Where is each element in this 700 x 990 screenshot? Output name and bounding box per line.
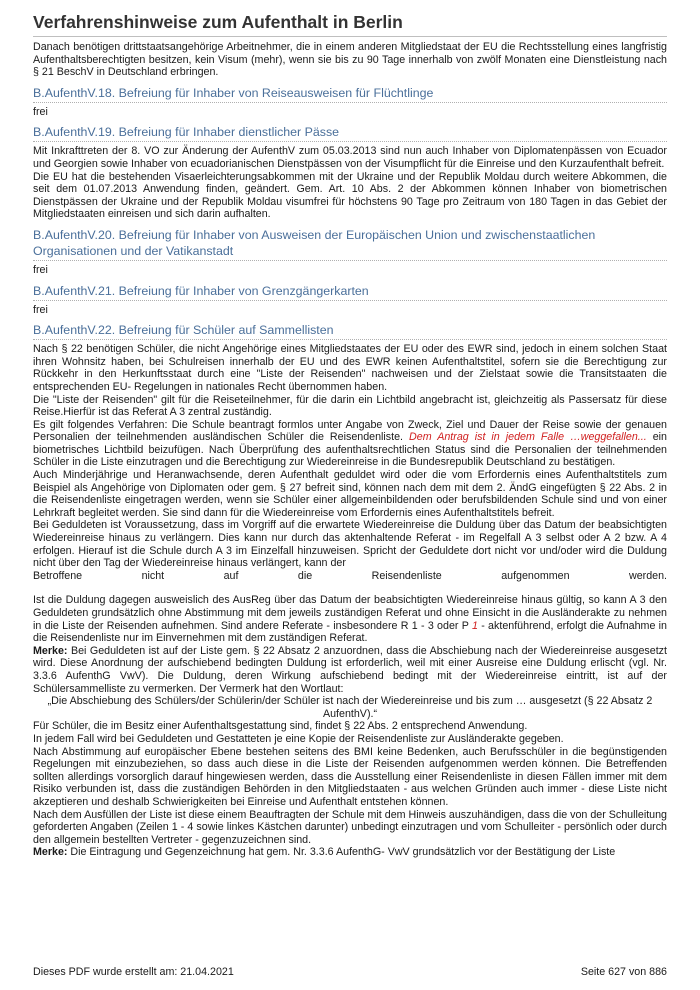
section-22-paragraph-8: Für Schüler, die im Besitz einer Aufenthaltsgestattung sind, findet § 22 Abs. 2 entsprechend Anwendung. xyxy=(33,720,528,733)
merke-text: Bei Geduldeten ist auf der Liste gem. § 22 Absatz 2 anzuordnen, dass die Abschiebung nach der Wiedereinreise ausgesetzt wird. Diese Anordnung der aufschiebend bedingten Duldung ist erforderlich, weil mit einer Ausreise eine Duldung erlischt (vgl. Nr. 3.3.6 AufenthG VwV). Die Duldung, deren Wirkung aufschiebend bedingt mit der Wiedereinreise eintritt, ist auf der Schülersammelliste zu vermerken. Der Vermerk hat den Wortlaut: xyxy=(33,644,667,695)
procedure-text: Es gilt folgendes Verfahren: Die Schule beantragt formlos unter Angabe von Zweck, Ziel und Dauer der Reise sowie der genauen Personalien der teilnehmenden ausländischen Schüler die Reisendenliste. xyxy=(33,418,667,444)
page-title: Verfahrenshinweise zum Aufenthalt in Berlin xyxy=(33,8,667,37)
section-22-paragraph-4: Auch Minderjährige und Heranwachsende, deren Aufenthalt geduldet wird oder die vom Erfordernis eines Aufenthaltstitels zum Beispiel als Angehörige von Diplomaten oder gem. § 27 befreit sind, können nach dem mit dem 2. ÄndG eingefügten § 22 Abs. 2 in die Reisendenliste eingetragen werden, wenn sie Schüler einer allgemeinbildenden oder berufsbildenden Schule sind und von einer Lehrkraft begleitet werden. Sie sind dann für die Wiedereinreise vom Erfordernis eines Aufenthaltstitels befreit. xyxy=(33,469,667,519)
section-22-paragraph-6 xyxy=(33,594,667,644)
section-heading-20: B.AufenthV.20. Befreiung für Inhaber von Ausweisen der Europäischen Union und zwischenstaatlichen Organisationen und der Vatikanstadt xyxy=(33,227,667,261)
vermerk-quote: „Die Abschiebung des Schülers/der Schülerin/der Schüler ist nach der Wiedereinreise und bis zum … ausgesetzt (§ 22 Absatz 2 AufenthV).“ xyxy=(47,695,653,720)
section-21-text: frei xyxy=(33,303,48,316)
section-22-paragraph-9: In jedem Fall wird bei Geduldeten und Gestatteten je eine Kopie der Reisendenliste zur Ausländerakte gegeben. xyxy=(33,732,564,745)
document-page xyxy=(33,8,667,859)
merke-label: Merke: xyxy=(33,644,68,657)
section-18-text: frei xyxy=(33,105,48,118)
section-19-paragraph-1: Mit Inkrafttreten der 8. VO zur Änderung der AufenthV zum 05.03.2013 sind nun auch Inhaber von Diplomatenpässen von Ecuador und Georgien sowie Inhaber von ecuadorianischen Dienstpässen von der Visumpflicht für die Einreise und den Kurzaufenthalt befreit. xyxy=(33,145,667,170)
duldung-text: Ist die Duldung dagegen ausweislich des AusReg über das Datum der beabsichtigten Wiedereinreise hinaus gültig, so kann A 3 den Geduldeten grundsätzlich ohne Abstimmung mit dem jeweils zuständigen Referat und ohne Einsicht in die Ausländerakte zu nehmen in die Liste der Reisenden aufnehmen. Sind andere Referate - insbesondere R 1 - 3 oder P xyxy=(33,594,667,632)
section-heading-22: B.AufenthV.22. Befreiung für Schüler auf Sammellisten xyxy=(33,322,667,340)
section-22-paragraph-12 xyxy=(33,846,667,859)
section-heading-19: B.AufenthV.19. Befreiung für Inhaber dienstlicher Pässe xyxy=(33,124,667,142)
section-22-paragraph-11: Nach dem Ausfüllen der Liste ist diese einem Beauftragten der Schule mit dem Hinweis auszuhändigen, dass die von der Schulleitung geforderten Angaben (Zeilen 1 - 4 sowie linkes Kästchen darunter) unbedingt einzutragen und vom Schulleiter - persönlich oder durch den allgemein bestellten Vertreter - gegenzuzeichnen sind. xyxy=(33,808,667,846)
merke-text-2: Die Eintragung und Gegenzeichnung hat gem. Nr. 3.3.6 AufenthG- VwV grundsätzlich vor der Bestätigung der Liste xyxy=(67,846,616,859)
duldung-text-cont: - aktenführend, erfolgt die Aufnahme in die Reisendenliste nur im Einvernehmen mit dem zuständigen Referat. xyxy=(33,619,667,645)
page-number: Seite 627 von 886 xyxy=(580,966,667,978)
section-22-paragraph-7 xyxy=(33,645,667,695)
section-19-paragraph-2: Die EU hat die bestehenden Visaerleichterungsabkommen mit der Ukraine und der Republik Moldau durch weitere Abkommen, die seit dem 01.07.2013 Anwendung finden, geändert. Gem. Art. 10 Abs. 2 der Abkommen können Inhaber von biometrischen Dienstpässen der Ukraine und der Republik Moldau visumfrei für höchstens 90 Tage pro Zeitraum von 180 Tagen in das Gebiet der Mitgliedstaaten einreisen und sich darin aufhalten. xyxy=(33,170,667,221)
section-22-paragraph-10: Nach Abstimmung auf europäischer Ebene bestehen seitens des BMI keine Bedenken, auch Berufsschüler in die begünstigenden Regelungen mit einzubeziehen, so dass auch diese in die Liste der Reisenden aufgenommen werden können. Die Betreffenden sollten allerdings vorsorglich darauf hingewiesen werden, dass die Ausstellung einer Reisendenliste in diesen Fällen immer mit dem Risiko verbunden ist, dass die zuständigen Behörden in den Mitgliedstaaten - aus welchen Gründen auch immer - diese Liste nicht akzeptieren und deshalb Schwierigkeiten bei Einreise und Aufenthalt entstehen können. xyxy=(33,745,667,808)
section-heading-18: B.AufenthV.18. Befreiung für Inhaber von Reiseausweisen für Flüchtlinge xyxy=(33,85,667,103)
creation-date: Dieses PDF wurde erstellt am: 21.04.2021 xyxy=(33,966,234,978)
section-22-paragraph-3 xyxy=(33,419,667,469)
section-22-paragraph-1: Nach § 22 benötigen Schüler, die nicht Angehörige eines Mitgliedstaates der EU oder des EWR sind, jedoch in einem solchen Staat ihren Wohnsitz haben, bei Schulreisen innerhalb der EU und des EWR keinen Aufenthaltstitel, sofern sie die Berechtigung zur Rückkehr in den Herkunftsstaat durch eine "Liste der Reisenden" nachweisen und der Zielstaat sowie die Transitstaaten die entsprechenden EU- Regelungen in nationales Recht übernommen haben. xyxy=(33,343,667,393)
intro-paragraph: Danach benötigen drittstaatsangehörige Arbeitnehmer, die in einem anderen Mitgliedstaat der EU die Rechtsstellung eines langfristig Aufenthaltsberechtigten besitzen, kein Visum (mehr), wenn sie bis zu 90 Tage innerhalb von zwölf Monaten eine Dienstleistung nach § 21 BeschV in Deutschland erbringen. xyxy=(33,41,667,79)
section-20-text: frei xyxy=(33,263,48,276)
removed-note: Dem Antrag ist in jedem Falle …weggefallen... xyxy=(409,431,647,444)
page-footer xyxy=(33,966,667,978)
merke-label-2: Merke: xyxy=(33,846,68,859)
section-heading-21: B.AufenthV.21. Befreiung für Inhaber von Grenzgängerkarten xyxy=(33,283,667,301)
section-22-paragraph-5-last-line: Betroffene nicht auf die Reisendenliste aufgenommen werden. xyxy=(33,569,667,582)
referat-number: 1 xyxy=(471,619,478,632)
section-22-paragraph-5: Bei Geduldeten ist Voraussetzung, dass im Vorgriff auf die erwartete Wiedereinreise die Duldung über das Datum der beabsichtigten Wiedereinreise hinaus zu verlängern. Dies kann nur durch das aktenhaltende Referat - im Regelfall A 3 selbst oder A 2 bzw. A 4 erfolgen. Hierauf ist die Schule durch A 3 im Einzelfall hinzuweisen. Spricht der Geduldete dort nicht vor und/oder wird die Duldung nicht über den Tag der Wiedereinreise hinaus verlängert, kann der xyxy=(33,519,667,570)
section-22-paragraph-2: Die "Liste der Reisenden" gilt für die Reiseteilnehmer, für die darin ein Lichtbild angebracht ist, gleichzeitig als Passersatz für diese Reise.Hierfür ist das Referat A 3 zentral zuständig. xyxy=(33,393,667,419)
procedure-text-cont: ein biometrisches Lichtbild beizufügen. Nach Überprüfung des aufenthaltsrechtlichen Status sind die Personalien der teilnehmenden Schüler in die Liste einzutragen und die Berechtigung zur Wiedereinreise in die Bundesrepublik Deutschland zu bestätigen. xyxy=(33,431,667,469)
blank-line xyxy=(33,582,667,594)
